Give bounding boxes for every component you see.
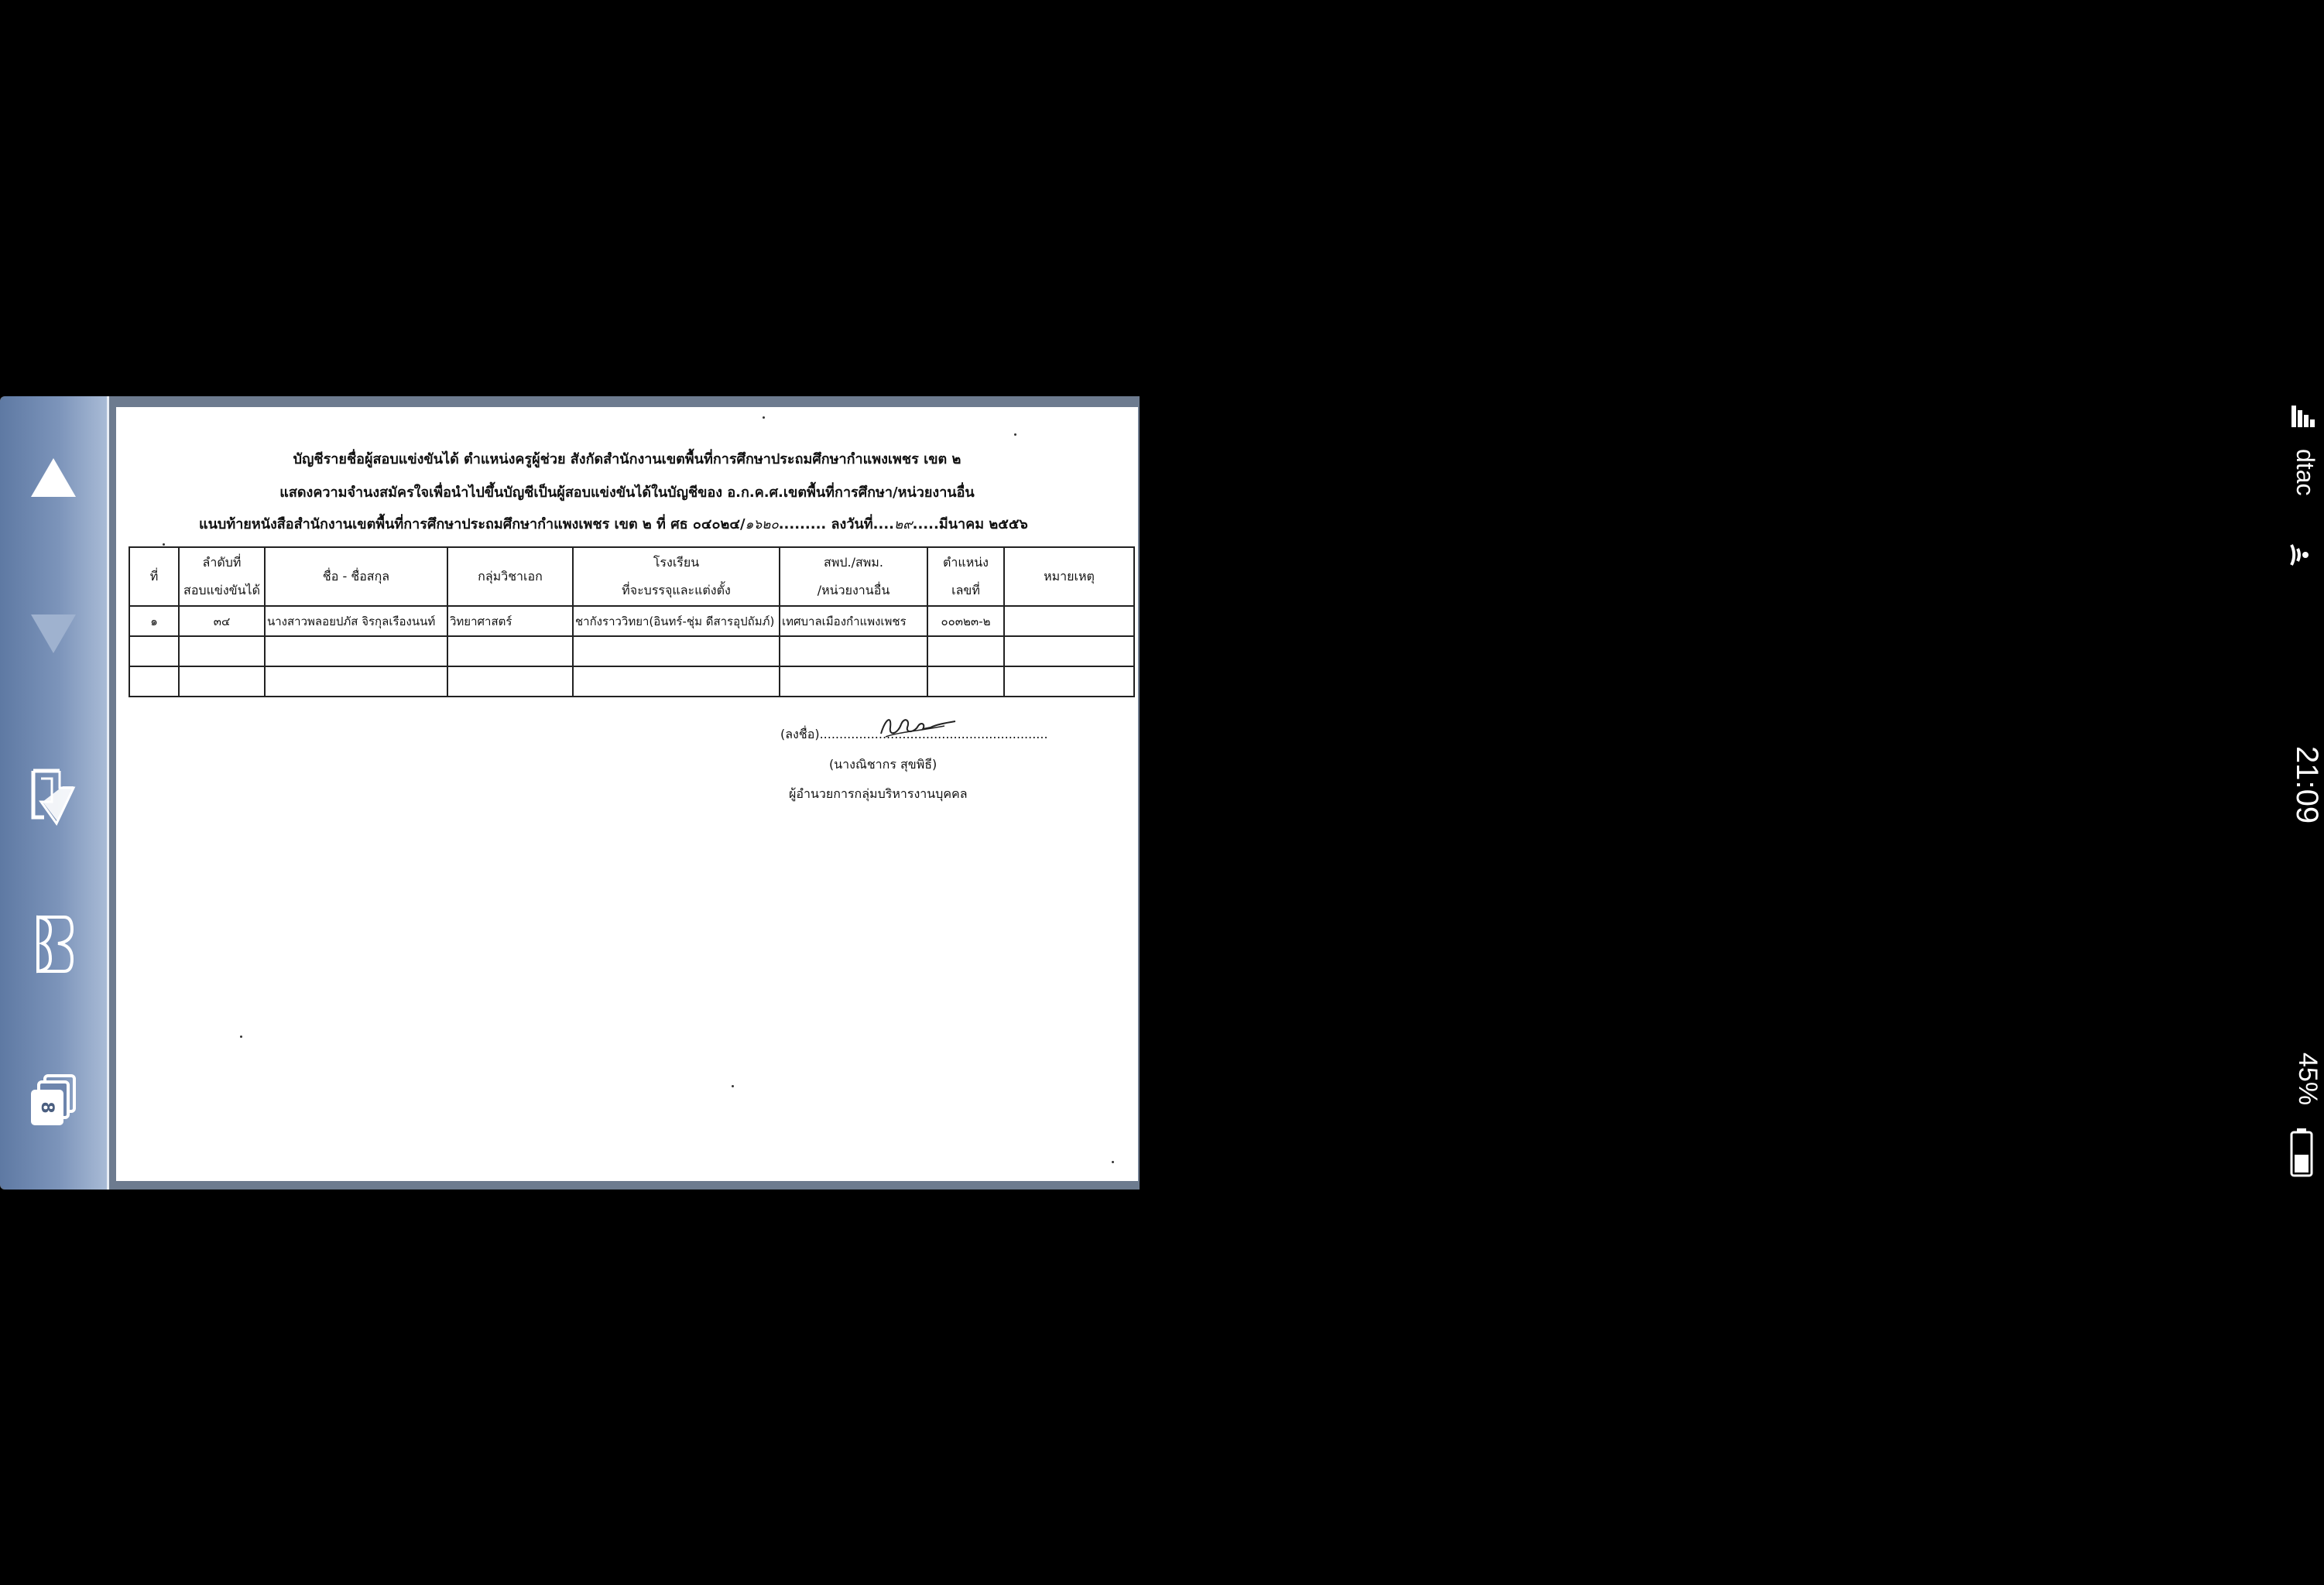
column-header: ตำแหน่ง เลขที่ bbox=[927, 547, 1004, 606]
signature-label: (ลงชื่อ) bbox=[780, 727, 820, 741]
table-cell bbox=[447, 636, 573, 666]
table-cell bbox=[129, 636, 179, 666]
header-line-2: แสดงความจำนงสมัครใจเพื่อนำไปขึ้นบัญชีเป็นผู้สอบแข่งขันได้ในบัญชีของ อ.ก.ค.ศ.เขตพื้นที่การศึกษา/หน่วยงานอื่น bbox=[279, 484, 975, 501]
carrier-name: dtac bbox=[2291, 449, 2319, 496]
signal-strength-icon bbox=[2290, 404, 2315, 435]
table-row bbox=[129, 636, 1134, 666]
table-cell bbox=[927, 666, 1004, 697]
battery-icon bbox=[2290, 1128, 2313, 1178]
book-icon bbox=[32, 914, 75, 974]
document-viewer bbox=[0, 396, 1140, 1190]
table-cell bbox=[780, 636, 927, 666]
signature-line: (ลงชื่อ).......................................................... bbox=[780, 727, 1048, 741]
triangle-up-icon bbox=[29, 457, 77, 498]
header-line-3-prefix: แนบท้ายหนังสือสำนักงานเขตพื้นที่การศึกษาประถมศึกษากำแพงเพชร เขต ๒ ที่ ศธ ๐๔๐๒๔/ bbox=[199, 516, 746, 532]
book-view-button[interactable] bbox=[0, 913, 107, 975]
pages-stack-icon bbox=[28, 1073, 79, 1128]
table-header-row bbox=[129, 547, 1134, 606]
triangle-down-icon bbox=[29, 613, 77, 655]
table-cell bbox=[780, 666, 927, 697]
rotate-button[interactable] bbox=[0, 766, 107, 828]
clock: 21:09 bbox=[2290, 746, 2324, 824]
table-cell bbox=[447, 666, 573, 697]
table-cell bbox=[265, 666, 447, 697]
column-header: หมายเหตุ bbox=[1004, 547, 1134, 606]
table-cell bbox=[179, 666, 265, 697]
signatory-name: (นางณิชากร สุขพิธี) bbox=[829, 757, 937, 772]
date-day: ๒๙ bbox=[894, 517, 913, 532]
table-cell bbox=[1004, 666, 1134, 697]
signatory-title: ผู้อำนวยการกลุ่มบริหารงานบุคคล bbox=[789, 786, 968, 801]
column-header: ที่ bbox=[129, 547, 179, 606]
column-header: ชื่อ - ชื่อสกุล bbox=[265, 547, 447, 606]
date-label: ลงวันที่ bbox=[831, 516, 873, 532]
document-number: ๑๖๒๐ bbox=[745, 517, 779, 532]
table-cell bbox=[573, 666, 780, 697]
table-cell: ๑ bbox=[129, 606, 179, 636]
table-cell bbox=[573, 636, 780, 666]
table-cell bbox=[265, 636, 447, 666]
table-cell: ชากังราววิทยา(อินทร์-ชุ่ม ดีสารอุปถัมภ์) bbox=[573, 606, 780, 636]
column-header: โรงเรียน ที่จะบรรจุและแต่งตั้ง bbox=[573, 547, 780, 606]
table-cell bbox=[129, 666, 179, 697]
table-cell: ๐๐๓๒๓-๒ bbox=[927, 606, 1004, 636]
header-line-1: บัญชีรายชื่อผู้สอบแข่งขันได้ ตำแหน่งครูผู้ช่วย สังกัดสำนักงานเขตพื้นที่การศึกษาประถมศึกษากำแพงเพชร เขต ๒ bbox=[293, 451, 961, 467]
date-month-year: มีนาคม ๒๕๕๖ bbox=[938, 516, 1028, 532]
table-cell: วิทยาศาสตร์ bbox=[447, 606, 573, 636]
viewer-toolbar bbox=[0, 396, 109, 1190]
column-header: สพป./สพม. /หน่วยงานอื่น bbox=[780, 547, 927, 606]
handwritten-signature bbox=[875, 710, 960, 741]
table-cell bbox=[179, 636, 265, 666]
candidates-table bbox=[129, 546, 1135, 697]
table-cell bbox=[927, 636, 1004, 666]
table-cell: นางสาวพลอยปภัส จิรกุลเรืองนนท์ bbox=[265, 606, 447, 636]
document-page bbox=[116, 407, 1138, 1181]
rotate-page-icon bbox=[29, 768, 78, 827]
table-cell bbox=[1004, 636, 1134, 666]
table-cell: เทศบาลเมืองกำแพงเพชร bbox=[780, 606, 927, 636]
pages-badge: 8 bbox=[37, 1101, 57, 1114]
table-cell bbox=[1004, 606, 1134, 636]
status-bar bbox=[1140, 0, 2324, 1585]
battery-percent: 45% bbox=[2293, 1053, 2322, 1106]
table-cell: ๓๔ bbox=[179, 606, 265, 636]
page-up-button[interactable] bbox=[0, 450, 107, 505]
column-header: ลำดับที่ สอบแข่งขันได้ bbox=[179, 547, 265, 606]
table-row bbox=[129, 666, 1134, 697]
page-down-button[interactable] bbox=[0, 607, 107, 661]
pages-button[interactable] bbox=[0, 1070, 107, 1131]
header-line-3: แนบท้ายหนังสือสำนักงานเขตพื้นที่การศึกษาประถมศึกษากำแพงเพชร เขต ๒ ที่ ศธ ๐๔๐๒๔/๑๖๒๐......... ลงวันที่....๒๙.....มีนาคม ๒๕๕๖ bbox=[199, 516, 1028, 532]
table-row bbox=[129, 606, 1134, 636]
column-header: กลุ่มวิชาเอก bbox=[447, 547, 573, 606]
wifi-icon bbox=[2288, 542, 2316, 568]
